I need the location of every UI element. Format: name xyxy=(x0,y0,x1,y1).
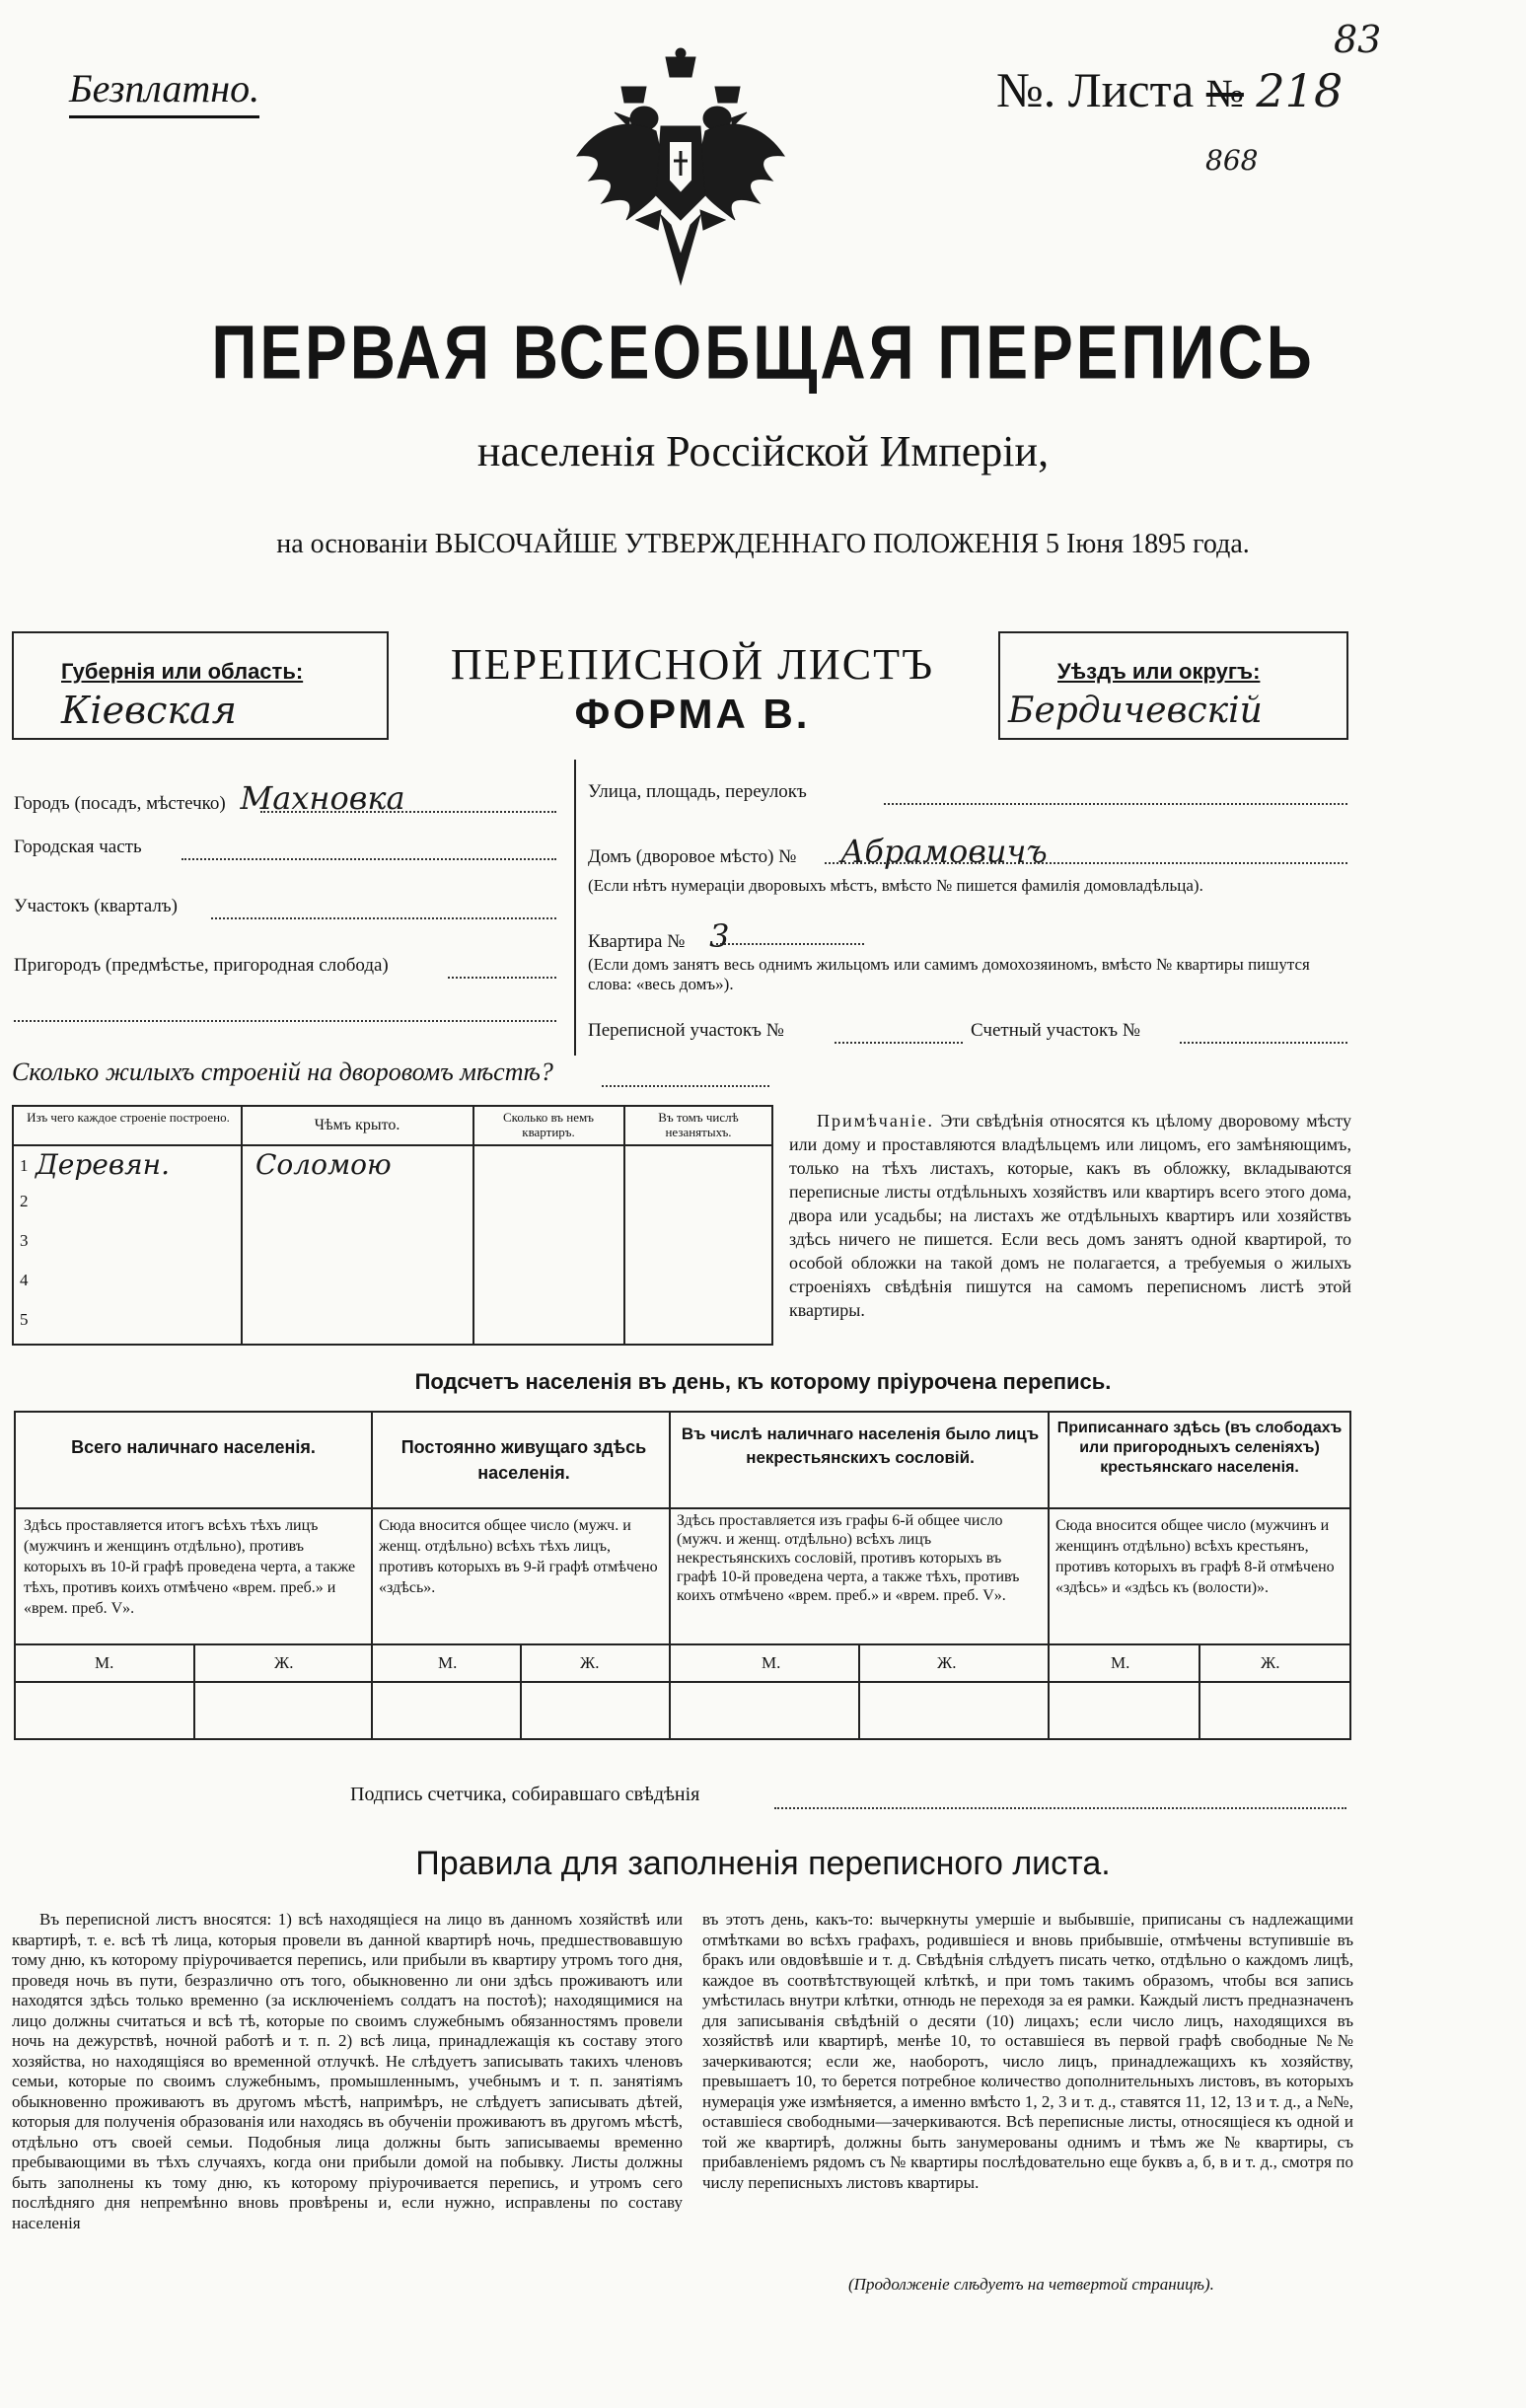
sub-title: населенія Россійской Имперіи, xyxy=(476,427,1050,475)
buildings-header-vacant: Въ томъ числѣ незанятыхъ. xyxy=(658,1110,739,1139)
uezd-value: Бердичевскій xyxy=(1008,691,1263,731)
buildings-header-apartments: Сколько въ немъ квартиръ. xyxy=(503,1110,594,1139)
table-row xyxy=(14,1265,771,1304)
house-note: (Если нѣтъ нумераціи дворовыхъ мѣстъ, вмѣсто № пишется фамилія домовладѣльца). xyxy=(588,876,1203,895)
street-label: Улица, площадь, переулокъ xyxy=(588,781,807,802)
table-row xyxy=(14,1146,771,1186)
rules-title: Правила для заполненія переписного листа. xyxy=(415,1845,1111,1882)
tally-m-peasant: М. xyxy=(1111,1653,1130,1672)
row-roof: Соломою xyxy=(255,1148,392,1181)
imperial-eagle-emblem xyxy=(567,47,794,304)
district-label: Участокъ (кварталъ) xyxy=(14,896,178,916)
row-number: 5 xyxy=(20,1310,29,1329)
tally-m-nonpeasant: М. xyxy=(762,1653,781,1672)
form-label: ФОРМА В. xyxy=(574,691,811,737)
tally-desc-peasant: Сюда вносится общее число (мужчинъ и женщинъ отдѣльно) всѣхъ крестьянъ, противъ которыхъ въ графѣ 8-й отмѣчено «здѣсь» и «здѣсь къ (волости)». xyxy=(1055,1517,1335,1596)
row-number: 1 xyxy=(20,1156,29,1175)
row-number: 2 xyxy=(20,1192,29,1210)
count-district-label: Счетный участокъ № xyxy=(971,1020,1140,1041)
apt-row xyxy=(588,917,729,955)
apt-note: (Если домъ занятъ весь однимъ жильцомъ или самимъ домохозяиномъ, вмѣсто № квартиры пишутся слова: «весь домъ»). xyxy=(588,955,1310,993)
form-header-box xyxy=(12,631,1348,740)
tally-desc-permanent: Сюда вносится общее число (мужч. и женщ. отдѣльно) всѣхъ тѣхъ лицъ, противъ которыхъ въ 9-й графѣ отмѣчено «здѣсь». xyxy=(379,1517,658,1596)
note-text: Эти свѣдѣнія относятся къ цѣлому дворовому мѣсту или дому и проставляются владѣльцемъ или лицомъ, его замѣняющимъ, только на тѣхъ листахъ, которые, какъ въ обложку, вкладываются переписные листы отдѣльныхъ хозяйствъ или квартиръ всего этого дома, двора или усадьбы; на листахъ же отдѣльныхъ квартиръ или хозяйствъ здѣсь ничего не пишется. Если весь домъ занятъ одной квартирой, то особой обложки на такой домъ не полагается, а требуемыя о жилыхъ строеніяхъ свѣдѣнія пишутся на самомъ переписномъ листѣ этой квартиры. xyxy=(789,1111,1351,1320)
header xyxy=(0,0,1526,296)
row-number: 4 xyxy=(20,1271,29,1289)
tally-f-peasant: Ж. xyxy=(1261,1653,1280,1672)
tally-m-permanent: М. xyxy=(438,1653,458,1672)
note-block xyxy=(789,1109,1351,1322)
rules-left-column: Въ переписной листъ вносятся: 1) всѣ находящіеся на лицо въ данномъ хозяйствѣ или квартирѣ, т. е. всѣ тѣ лица, которыя провели въ данной квартирѣ ночь, предшествовавшую тому дню, къ которому пріурочивается перепись, или прибыли въ квартиру утромъ того дня, проведя ночь въ пути, безразлично отъ того, обыкновенно ли они здѣсь проживаютъ или находятся здѣсь только временно (за исключеніемъ солдатъ на постоѣ); находящимися на лицо должны считаться и всѣ тѣ, которые по своимъ служебнымъ обязанностямъ провели ночь на дежурствѣ, ночной работѣ и т. п. 2) всѣ лица, принадлежащія къ составу этого хозяйства, но находящіяся во временной отлучкѣ. Не слѣдуетъ записывать такихъ членовъ семьи, которые по своимъ служебнымъ, промышленнымъ, учебнымъ и т. п. занятіямъ обыкновенно проживаютъ въ другомъ мѣстѣ, напримѣръ, не слѣдуетъ записывать дѣтей, которыя для полученія образованія или находясь въ обученіи проживаютъ въ другомъ мѣстѣ, отдѣльно отъ своей семьи. Подобныя лица должны быть записываемы временно пребывающими въ тѣхъ случаяхъ, когда они прибыли домой на побывку. Листы должны быть заполнены къ тому дню, къ которому пріурочивается перепись, и утромъ сего послѣдняго дня непремѣнно вновь провѣрены и, если нужно, исправлены по составу населенія xyxy=(12,1910,683,2232)
note-heading: Примѣчаніе. xyxy=(817,1111,934,1131)
rules-continued: (Продолженіе слѣдуетъ на четвертой страницѣ). xyxy=(848,2275,1214,2294)
sheet-number-text: №. Листа xyxy=(996,62,1195,117)
buildings-table xyxy=(12,1105,773,1346)
rules-right-column: въ этотъ день, какъ-то: вычеркнуты умершіе и выбывшіе, приписаны съ надлежащими отмѣтками во всѣхъ графахъ, родившіеся и вновь прибывшіе, отмѣчены вступившіе въ бракъ или овдовѣвшіе и т. д. Свѣдѣнія слѣдуетъ писать четко, отдѣльно о каждомъ лицѣ, каждое въ соотвѣтствующей клѣткѣ, и при томъ такимъ образомъ, чтобы вся запись умѣстилась внутри клѣтки, отнюдь не переходя за ея рамки. Каждый листъ предназначенъ для записыванія свѣдѣній о десяти (10) лицахъ; если число лицъ, находящихся въ хозяйствѣ или квартирѣ, менѣе 10, то оставшіеся въ первой графѣ свободные №№ зачеркиваются; если же, наоборотъ, число лицъ, принадлежащихъ къ хозяйству, превышаетъ 10, то берется потребное количество дополнительныхъ листовъ, въ которыхъ нумерація уже измѣняется, а именно вмѣсто 1, 2, 3 и т. д., ставятся 11, 12, 13 и т. д., а №№, оставшіеся свободными—зачеркиваются. Всѣ переписные листы, относящіеся къ одной и той же квартирѣ, должны быть занумерованы однимъ и тѣмъ же № квартиры, съ прибавленіемъ рядомъ съ № квартиры послѣдовательно еще буквъ а, б, в и т. д., смотря по числу переписныхъ листовъ квартиры. xyxy=(702,1910,1353,2192)
sheet-number-value: 218 xyxy=(1256,64,1344,117)
tally-head-permanent: Постоянно живущаго здѣсь населенія. xyxy=(400,1437,647,1483)
house-label: Домъ (дворовое мѣсто) № xyxy=(588,846,797,867)
apt-label: Квартира № xyxy=(588,931,686,952)
guberniya-value: Кіевская xyxy=(61,689,237,732)
table-row xyxy=(14,1186,771,1225)
buildings-header-material: Изъ чего каждое строеніе построено. xyxy=(27,1110,230,1125)
city-value: Махновка xyxy=(240,779,405,817)
main-title: ПЕРВАЯ ВСЕОБЩАЯ ПЕРЕПИСЬ xyxy=(211,309,1315,396)
tally-desc-nonpeasant: Здѣсь проставляется изъ графы 6-й общее число (мужч. и женщ. отдѣльно) всѣхъ лицъ некрестьянскихъ сословій, противъ которыхъ въ графѣ 10-й проведена черта, а также тѣхъ, противъ коихъ отмѣчено «врем. преб.» и «врем. преб. V». xyxy=(677,1512,1020,1604)
tally-head-nonpeasant: Въ числѣ наличнаго населенія было лицъ некрестьянскихъ сословій. xyxy=(681,1424,1040,1467)
tally-title: Подсчетъ населенія въ день, къ которому пріурочена перепись. xyxy=(414,1369,1112,1394)
tally-head-total: Всего наличнаго населенія. xyxy=(71,1437,316,1457)
house-row xyxy=(588,833,1048,870)
tally-table xyxy=(14,1411,1351,1740)
city-part-label: Городская часть xyxy=(14,837,142,857)
apt-value: 3 xyxy=(709,917,730,955)
suburb-label: Пригородъ (предмѣстье, пригородная слобода) xyxy=(14,955,389,976)
buildings-question: Сколько жилыхъ строеній на дворовомъ мѣстѣ? xyxy=(12,1058,553,1086)
free-label: Безплатно. xyxy=(69,65,259,118)
row-number: 3 xyxy=(20,1231,29,1250)
basis-line: на основаніи ВЫСОЧАЙШЕ УТВЕРЖДЕННАГО ПОЛОЖЕНІЯ 5 Іюня 1895 года. xyxy=(276,529,1250,559)
buildings-header-roof: Чѣмъ крыто. xyxy=(314,1117,400,1133)
sheet-number-label xyxy=(996,61,1343,118)
table-row xyxy=(14,1304,771,1344)
address-right xyxy=(588,760,1357,1065)
tally-m-total: М. xyxy=(95,1653,114,1672)
secondary-number: 868 xyxy=(1205,144,1259,177)
table-row xyxy=(14,1225,771,1265)
row-material: Деревян. xyxy=(36,1148,171,1181)
corner-number: 83 xyxy=(1334,18,1382,61)
tally-f-nonpeasant: Ж. xyxy=(937,1653,957,1672)
guberniya-label: Губернія или область: xyxy=(61,659,304,684)
census-district-label: Переписной участокъ № xyxy=(588,1020,784,1041)
tally-f-total: Ж. xyxy=(274,1653,294,1672)
uezd-label: Уѣздъ или округъ: xyxy=(1057,659,1261,684)
tally-desc-total: Здѣсь проставляется итогъ всѣхъ тѣхъ лицъ (мужчинъ и женщинъ отдѣльно), противъ которыхъ въ 10-й графѣ проведена черта, а также тѣхъ, противъ коихъ отмѣчено «врем. преб.» и «врем. преб. V». xyxy=(24,1517,356,1617)
signature-label: Подпись счетчика, собиравшаго свѣдѣнія xyxy=(350,1784,700,1805)
sheet-title: ПЕРЕПИСНОЙ ЛИСТЪ xyxy=(450,640,935,689)
house-value: Абрамовичъ xyxy=(840,833,1048,870)
sheet-number-struck: № xyxy=(1205,71,1244,115)
address-left xyxy=(14,760,566,1065)
tally-f-permanent: Ж. xyxy=(580,1653,600,1672)
tally-head-peasant: Приписаннаго здѣсь (въ слободахъ или пригородныхъ селеніяхъ) крестьянскаго населенія. xyxy=(1056,1420,1343,1476)
city-label: Городъ (посадъ, мѣстечко) xyxy=(14,793,226,814)
